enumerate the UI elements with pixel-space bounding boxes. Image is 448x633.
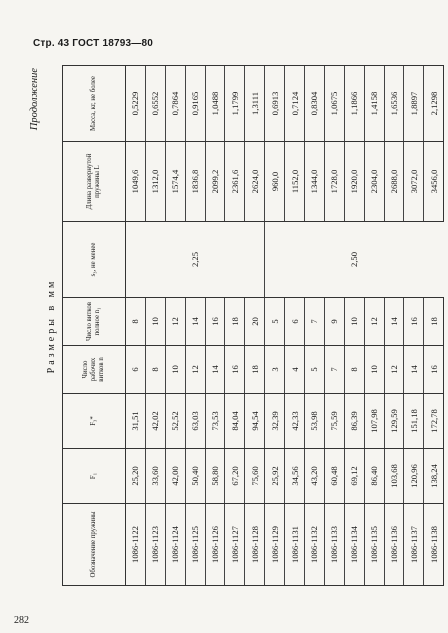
f3-value: 53,98 <box>305 394 325 449</box>
f1-value: 86,40 <box>364 449 384 504</box>
table-row <box>324 66 344 586</box>
f1-value: 60,48 <box>324 449 344 504</box>
f3-value: 42,33 <box>285 394 305 449</box>
working-coils: 8 <box>145 346 165 394</box>
spring-designation: 1086-1126 <box>205 504 225 586</box>
table-body <box>126 66 444 586</box>
mass-value: 0,5229 <box>126 66 146 142</box>
f3-value: 75,59 <box>324 394 344 449</box>
f3-value: 32,39 <box>265 394 285 449</box>
developed-length: 3456,0 <box>424 142 444 222</box>
spring-designation: 1086-1132 <box>305 504 325 586</box>
mass-value: 1,1799 <box>225 66 245 142</box>
developed-length: 1728,0 <box>324 142 344 222</box>
f3-value: 84,04 <box>225 394 245 449</box>
f1-value: 34,56 <box>285 449 305 504</box>
spring-dimensions-table <box>62 65 444 586</box>
total-coils: 12 <box>364 298 384 346</box>
total-coils: 10 <box>145 298 165 346</box>
continuation-label: Продолжение <box>29 68 40 131</box>
table-header-row <box>63 66 126 586</box>
total-coils: 12 <box>165 298 185 346</box>
spring-designation: 1086-1124 <box>165 504 185 586</box>
table-row <box>285 66 305 586</box>
mass-value: 1,8897 <box>404 66 424 142</box>
table-row <box>145 66 165 586</box>
page-number: 282 <box>14 615 29 626</box>
developed-length: 1836,8 <box>185 142 205 222</box>
mass-value: 0,9165 <box>185 66 205 142</box>
column-header: F₃* <box>63 394 126 449</box>
table-row <box>384 66 404 586</box>
column-header: Обозначение пружины <box>63 504 126 586</box>
column-header: s₃, не менее <box>63 222 126 298</box>
f1-value: 67,20 <box>225 449 245 504</box>
f3-value: 31,51 <box>126 394 146 449</box>
working-coils: 3 <box>265 346 285 394</box>
table-caption: Размеры в мм <box>46 278 57 374</box>
f3-value: 73,53 <box>205 394 225 449</box>
developed-length: 2361,6 <box>225 142 245 222</box>
working-coils: 14 <box>205 346 225 394</box>
f3-value: 129,59 <box>384 394 404 449</box>
spring-designation: 1086-1125 <box>185 504 205 586</box>
spring-designation: 1086-1137 <box>404 504 424 586</box>
s3-value: 2,25 <box>126 222 265 298</box>
rotated-table-area <box>29 66 439 586</box>
mass-value: 1,0675 <box>324 66 344 142</box>
mass-value: 1,1866 <box>344 66 364 142</box>
working-coils: 12 <box>185 346 205 394</box>
working-coils: 6 <box>126 346 146 394</box>
spring-designation: 1086-1133 <box>324 504 344 586</box>
spring-designation: 1086-1138 <box>424 504 444 586</box>
mass-value: 1,0488 <box>205 66 225 142</box>
mass-value: 0,7864 <box>165 66 185 142</box>
mass-value: 0,6913 <box>265 66 285 142</box>
spring-designation: 1086-1128 <box>245 504 265 586</box>
working-coils: 5 <box>305 346 325 394</box>
working-coils: 18 <box>245 346 265 394</box>
total-coils: 7 <box>305 298 325 346</box>
spring-designation: 1086-1131 <box>285 504 305 586</box>
developed-length: 1344,0 <box>305 142 325 222</box>
developed-length: 2624,0 <box>245 142 265 222</box>
f1-value: 50,40 <box>185 449 205 504</box>
column-header: F₁ <box>63 449 126 504</box>
working-coils: 4 <box>285 346 305 394</box>
total-coils: 9 <box>324 298 344 346</box>
spring-designation: 1086-1134 <box>344 504 364 586</box>
f1-value: 69,12 <box>344 449 364 504</box>
column-header: Число рабочих витков n <box>63 346 126 394</box>
developed-length: 3072,0 <box>404 142 424 222</box>
total-coils: 18 <box>424 298 444 346</box>
table-row <box>185 66 205 586</box>
spring-designation: 1086-1135 <box>364 504 384 586</box>
spring-designation: 1086-1129 <box>265 504 285 586</box>
working-coils: 12 <box>384 346 404 394</box>
table-row <box>165 66 185 586</box>
table-row <box>265 66 285 586</box>
developed-length: 2688,0 <box>384 142 404 222</box>
f1-value: 25,92 <box>265 449 285 504</box>
working-coils: 16 <box>225 346 245 394</box>
working-coils: 8 <box>344 346 364 394</box>
f1-value: 43,20 <box>305 449 325 504</box>
spring-designation: 1086-1127 <box>225 504 245 586</box>
mass-value: 1,6536 <box>384 66 404 142</box>
f3-value: 107,98 <box>364 394 384 449</box>
table-row <box>205 66 225 586</box>
mass-value: 2,1298 <box>424 66 444 142</box>
s3-value: 2,50 <box>265 222 444 298</box>
working-coils: 16 <box>424 346 444 394</box>
developed-length: 1574,4 <box>165 142 185 222</box>
f1-value: 103,68 <box>384 449 404 504</box>
developed-length: 1920,0 <box>344 142 364 222</box>
f3-value: 172,78 <box>424 394 444 449</box>
f1-value: 42,00 <box>165 449 185 504</box>
mass-value: 0,6552 <box>145 66 165 142</box>
f3-value: 94,54 <box>245 394 265 449</box>
developed-length: 1152,0 <box>285 142 305 222</box>
spring-designation: 1086-1123 <box>145 504 165 586</box>
f1-value: 58,80 <box>205 449 225 504</box>
developed-length: 1312,0 <box>145 142 165 222</box>
total-coils: 6 <box>285 298 305 346</box>
f3-value: 86,39 <box>344 394 364 449</box>
developed-length: 2099,2 <box>205 142 225 222</box>
f1-value: 25,20 <box>126 449 146 504</box>
spring-designation: 1086-1122 <box>126 504 146 586</box>
table-row <box>126 66 146 586</box>
total-coils: 16 <box>205 298 225 346</box>
working-coils: 14 <box>404 346 424 394</box>
working-coils: 7 <box>324 346 344 394</box>
table-row <box>344 66 364 586</box>
mass-value: 1,3111 <box>245 66 265 142</box>
developed-length: 1049,6 <box>126 142 146 222</box>
total-coils: 5 <box>265 298 285 346</box>
total-coils: 16 <box>404 298 424 346</box>
f1-value: 120,96 <box>404 449 424 504</box>
table-row <box>424 66 444 586</box>
total-coils: 20 <box>245 298 265 346</box>
table-row <box>364 66 384 586</box>
f1-value: 75,60 <box>245 449 265 504</box>
mass-value: 0,7124 <box>285 66 305 142</box>
working-coils: 10 <box>165 346 185 394</box>
table-row <box>245 66 265 586</box>
total-coils: 18 <box>225 298 245 346</box>
running-head: Стр. 43 ГОСТ 18793—80 <box>33 38 153 49</box>
mass-value: 1,4158 <box>364 66 384 142</box>
mass-value: 0,8304 <box>305 66 325 142</box>
working-coils: 10 <box>364 346 384 394</box>
f1-value: 138,24 <box>424 449 444 504</box>
f3-value: 63,03 <box>185 394 205 449</box>
f3-value: 42,02 <box>145 394 165 449</box>
spring-designation: 1086-1136 <box>384 504 404 586</box>
total-coils: 10 <box>344 298 364 346</box>
developed-length: 960,0 <box>265 142 285 222</box>
developed-length: 2304,0 <box>364 142 384 222</box>
total-coils: 14 <box>185 298 205 346</box>
column-header: Число витков полное n₁ <box>63 298 126 346</box>
table-row <box>225 66 245 586</box>
f1-value: 33,60 <box>145 449 165 504</box>
f3-value: 151,18 <box>404 394 424 449</box>
table-row <box>404 66 424 586</box>
column-header: Длина развернутой пружины L <box>63 142 126 222</box>
column-header: Масса, кг, не более <box>63 66 126 142</box>
table-row <box>305 66 325 586</box>
total-coils: 8 <box>126 298 146 346</box>
total-coils: 14 <box>384 298 404 346</box>
f3-value: 52,52 <box>165 394 185 449</box>
